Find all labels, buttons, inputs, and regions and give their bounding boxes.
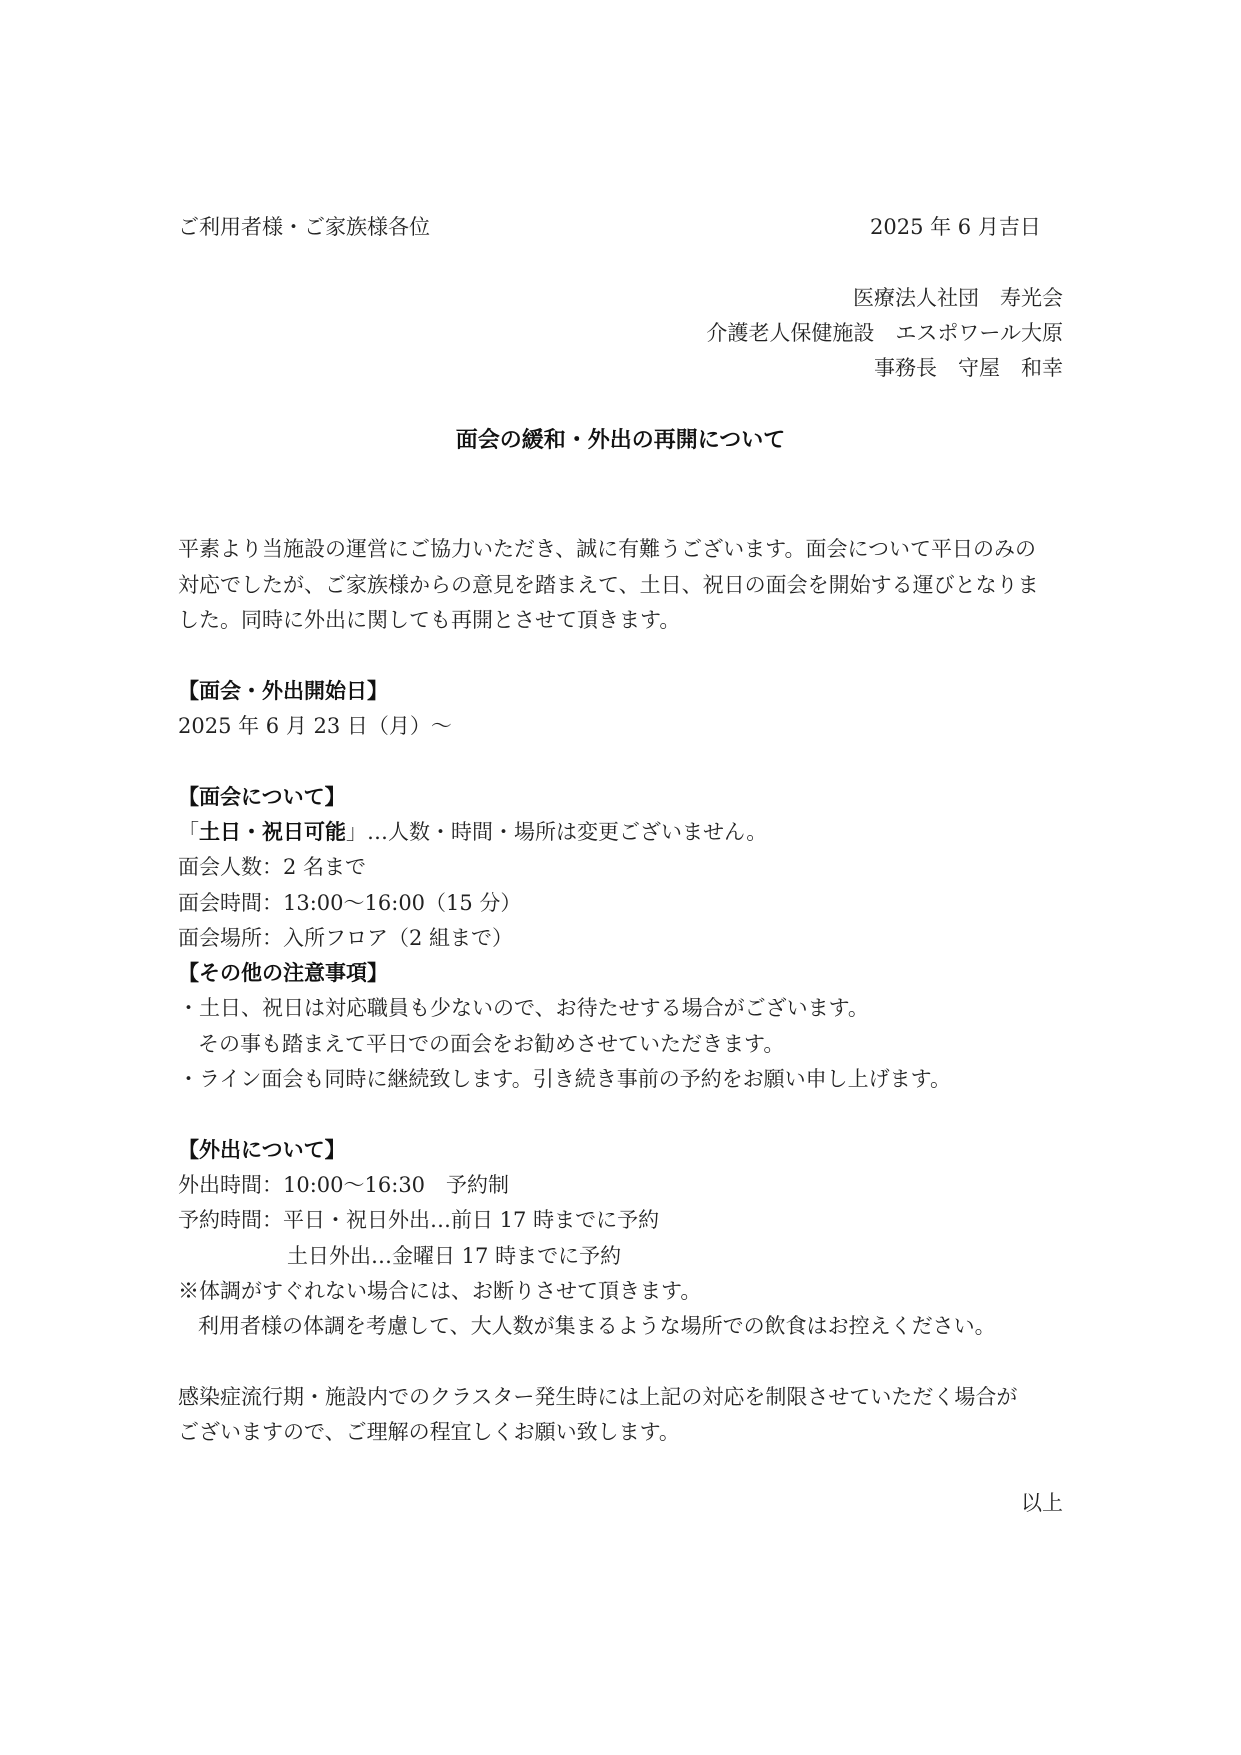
- visit-time: 面会時間：13:00～16:00（15 分）: [178, 891, 522, 915]
- sender-person: 事務長 守屋 和幸: [874, 356, 1063, 380]
- visit-people: 面会人数：2 名まで: [178, 855, 367, 879]
- visit-highlight-rest: 」…人数・時間・場所は変更ございません。: [346, 820, 768, 844]
- notes-item-2: ・ライン面会も同時に継続致します。引き続き事前の予約をお願い申し上げます。: [178, 1067, 952, 1091]
- closing-line-2: ございますので、ご理解の程宜しくお願い致します。: [178, 1420, 680, 1444]
- outing-time: 外出時間：10:00～16:30 予約制: [178, 1173, 510, 1197]
- intro-line-3: した。同時に外出に関しても再開とさせて頂きます。: [178, 608, 681, 632]
- notes-item-1-cont: その事も踏まえて平日での面会をお勧めさせていただきます。: [198, 1032, 785, 1056]
- visit-place: 面会場所：入所フロア（2 組まで）: [178, 926, 514, 950]
- intro-line-2: 対応でしたが、ご家族様からの意見を踏まえて、土日、祝日の面会を開始する運びとなりま: [178, 573, 1039, 597]
- end-mark: 以上: [1021, 1491, 1063, 1515]
- outing-reserve-2: 土日外出…金曜日 17 時までに予約: [287, 1244, 622, 1268]
- sender-org: 医療法人社団 寿光会: [853, 286, 1063, 310]
- outing-reserve-1: 予約時間：平日・祝日外出…前日 17 時までに予約: [178, 1208, 660, 1232]
- start-date: 2025 年 6 月 23 日（月）～: [178, 714, 452, 738]
- closing-line-1: 感染症流行期・施設内でのクラスター発生時には上記の対応を制限させていただく場合が: [178, 1385, 1018, 1409]
- outing-heading: 【外出について】: [178, 1137, 346, 1162]
- visit-highlight-open: 「: [178, 820, 199, 844]
- notes-item-1: ・土日、祝日は対応職員も少ないので、お待たせする場合がございます。: [178, 996, 869, 1020]
- visit-highlight: [178, 817, 767, 847]
- recipient: ご利用者様・ご家族様各位: [178, 215, 430, 239]
- visit-highlight-bold: 土日・祝日可能: [199, 819, 346, 844]
- outing-caution-1: ※体調がすぐれない場合には、お断りさせて頂きます。: [178, 1279, 702, 1303]
- start-heading: 【面会・外出開始日】: [178, 678, 388, 703]
- visit-heading: 【面会について】: [178, 784, 346, 809]
- outing-caution-2: 利用者様の体調を考慮して、大人数が集まるような場所での飲食はお控えください。: [198, 1314, 996, 1338]
- intro-line-1: 平素より当施設の運営にご協力いただき、誠に有難うございます。面会について平日のみの: [178, 537, 1037, 561]
- sender-facility: 介護老人保健施設 エスポワール大原: [706, 321, 1063, 345]
- issue-date: 2025 年 6 月吉日: [870, 215, 1041, 239]
- notes-heading: 【その他の注意事項】: [178, 960, 388, 985]
- document-title: 面会の緩和・外出の再開について: [455, 427, 786, 453]
